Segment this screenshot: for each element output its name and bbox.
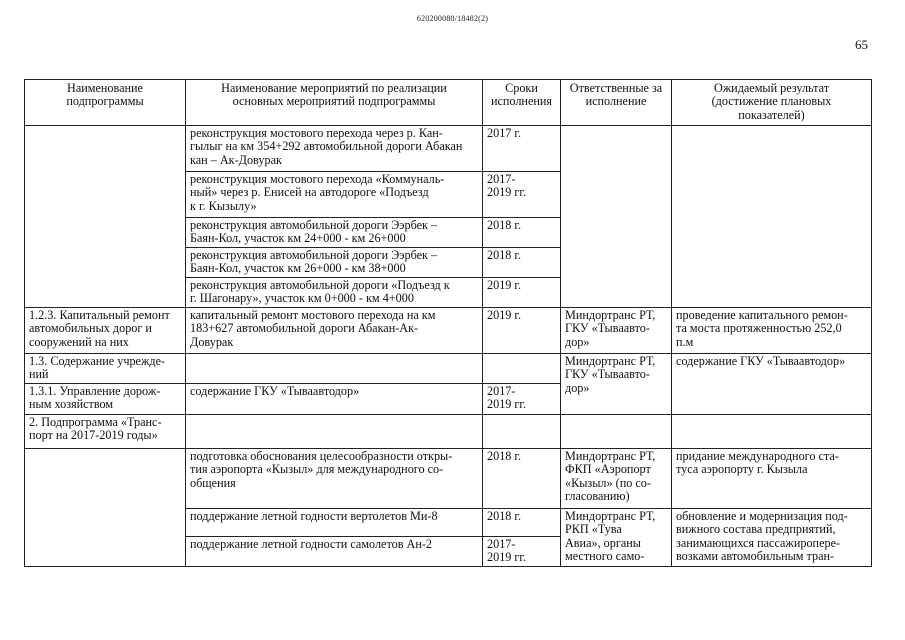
- measures-table: [24, 79, 872, 567]
- cell-result: содержание ГКУ «Тываавтодор»: [672, 354, 872, 415]
- table-row: [25, 126, 872, 172]
- cell-deadline-empty: [483, 354, 561, 384]
- cell-subprogram: 2. Подпрограмма «Транс- порт на 2017-2019 годы»: [25, 415, 186, 449]
- page-number: 65: [855, 37, 868, 52]
- header-result: Ожидаемый результат (достижение плановых показателей): [672, 80, 872, 126]
- cell-measure: реконструкция автомобильной дороги Ээрбек – Баян-Кол, участок км 26+000 - км 38+000: [186, 248, 483, 278]
- cell-responsible: Миндортранс РТ, ФКП «Аэропорт «Кызыл» (по со- гласованию): [561, 449, 672, 509]
- cell-deadline: 2018 г.: [483, 449, 561, 509]
- cell-responsible-empty: [561, 126, 672, 308]
- cell-responsible-empty: [561, 415, 672, 449]
- header-subprogram: Наименование подпрограммы: [25, 80, 186, 126]
- cell-result-empty: [672, 126, 872, 308]
- cell-measure: реконструкция мостового перехода через р. Кан- гылыг на км 354+292 автомобильной дороги Абакан кан – Ак-Довурак: [186, 126, 483, 172]
- table-row: [25, 308, 872, 354]
- cell-measure: реконструкция автомобильной дороги «Подъезд к г. Шагонару», участок км 0+000 - км 4+000: [186, 278, 483, 308]
- cell-measure-empty: [186, 354, 483, 384]
- header-measures: Наименование мероприятий по реализации основных мероприятий подпрограммы: [186, 80, 483, 126]
- cell-subprogram-empty: [25, 449, 186, 567]
- cell-measure-empty: [186, 415, 483, 449]
- cell-deadline: 2018 г.: [483, 218, 561, 248]
- cell-result: обновление и модернизация под- вижного состава предприятий, занимающихся пассажиропере- возками автомобильным тран-: [672, 509, 872, 567]
- table-row: [25, 449, 872, 509]
- cell-deadline: 2018 г.: [483, 248, 561, 278]
- cell-deadline: 2017- 2019 гг.: [483, 384, 561, 415]
- cell-deadline: 2019 г.: [483, 308, 561, 354]
- cell-measure: подготовка обоснования целесообразности откры- тия аэропорта «Кызыл» для международного со- общения: [186, 449, 483, 509]
- cell-measure: поддержание летной годности самолетов Ан-2: [186, 537, 483, 567]
- cell-measure: содержание ГКУ «Тываавтодор»: [186, 384, 483, 415]
- cell-measure: поддержание летной годности вертолетов Ми-8: [186, 509, 483, 537]
- cell-subprogram: 1.3. Содержание учрежде- ний: [25, 354, 186, 384]
- table-header-row: [25, 80, 872, 126]
- cell-responsible: Миндортранс РТ, РКП «Тува Авиа», органы местного само-: [561, 509, 672, 567]
- cell-result-empty: [672, 415, 872, 449]
- header-deadline: Сроки исполнения: [483, 80, 561, 126]
- cell-measure: реконструкция автомобильной дороги Ээрбек – Баян-Кол, участок км 24+000 - км 26+000: [186, 218, 483, 248]
- cell-responsible: Миндортранс РТ, ГКУ «Тываавто- дор»: [561, 308, 672, 354]
- cell-responsible: Миндортранс РТ, ГКУ «Тываавто- дор»: [561, 354, 672, 415]
- cell-subprogram-empty: [25, 126, 186, 308]
- document-id: 620200080/18482(2): [416, 14, 489, 23]
- header-responsible: Ответственные за исполнение: [561, 80, 672, 126]
- cell-deadline-empty: [483, 415, 561, 449]
- cell-subprogram: 1.3.1. Управление дорож- ным хозяйством: [25, 384, 186, 415]
- cell-deadline: 2017 г.: [483, 126, 561, 172]
- cell-deadline: 2017- 2019 гг.: [483, 537, 561, 567]
- table-row: [25, 415, 872, 449]
- cell-result: придание международного ста- туса аэропорту г. Кызыла: [672, 449, 872, 509]
- cell-deadline: 2018 г.: [483, 509, 561, 537]
- cell-subprogram: 1.2.3. Капитальный ремонт автомобильных дорог и сооружений на них: [25, 308, 186, 354]
- cell-result: проведение капитального ремон- та моста протяженностью 252,0 п.м: [672, 308, 872, 354]
- table-row: [25, 354, 872, 384]
- cell-deadline: 2017- 2019 гг.: [483, 172, 561, 218]
- cell-measure: реконструкция мостового перехода «Коммуналь- ный» через р. Енисей на автодороге «Подъезд к г. Кызылу»: [186, 172, 483, 218]
- cell-deadline: 2019 г.: [483, 278, 561, 308]
- cell-measure: капитальный ремонт мостового перехода на км 183+627 автомобильной дороги Абакан-Ак- Довурак: [186, 308, 483, 354]
